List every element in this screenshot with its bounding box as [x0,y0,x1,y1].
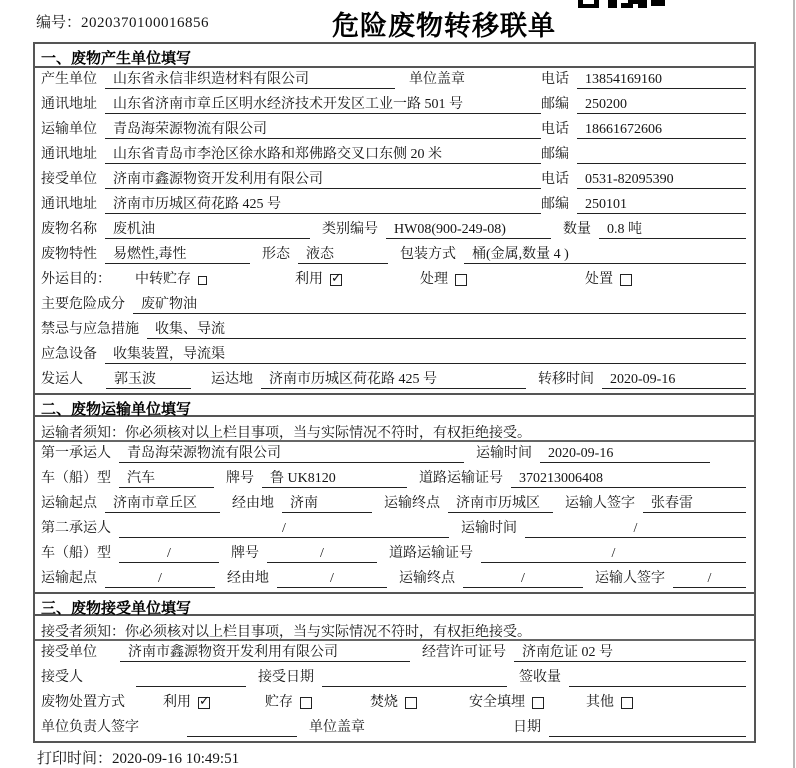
character-value: 易燃性,毒性 [105,246,250,264]
disposal-option-incinerate: 焚烧 [370,691,417,712]
row-producer-address [35,93,754,118]
address-label: 通讯地址 [41,147,97,162]
accept-date-label: 接受日期 [258,670,314,685]
disposal-option-landfill: 安全填埋 [469,691,544,712]
transport-time-value: 2020-09-16 [540,445,710,463]
checkbox-treat [455,274,467,286]
transporter-zip-group [541,143,746,164]
vehicle-type-label: 车（船）型 [41,546,111,561]
phone-label: 电话 [541,122,569,137]
address-label: 通讯地址 [41,97,97,112]
serial-value: 2020370100016856 [81,15,210,31]
transporter-label: 运输单位 [41,122,97,137]
row-producer [35,68,754,93]
form-label: 形态 [262,247,290,262]
row-hazard-component [35,293,754,318]
route-start-label: 运输起点 [41,571,97,586]
producer-value: 山东省永信非织造材料有限公司 [105,71,395,89]
page-title: 危险废物转移联单 [332,11,556,41]
row-transporter [35,118,754,143]
taboo-value: 收集、导流 [147,321,746,339]
packing-value: 桶(金属,数量 4 ) [464,246,746,264]
acceptor-label: 接受人 [41,670,83,685]
transport-time-label: 运输时间 [461,521,517,536]
disposal-option-utilize: 利用 ✓ [163,691,210,712]
transporter-zip-value [577,146,746,164]
section1-header: 一、废物产生单位填写 [35,44,754,68]
row-waste-character [35,243,754,268]
carrier-sign-label: 运输人签字 [565,496,635,511]
serial-number-line [36,11,209,32]
road-license-value: 370213006408 [511,470,746,488]
signed-amount-value [569,669,746,687]
print-time-value: 2020-09-16 10:49:51 [112,751,240,767]
via-label: 经由地 [227,571,269,586]
row-receiver [35,168,754,193]
row-route-2 [35,567,754,592]
receiver-phone-group [541,168,746,189]
producer-label: 产生单位 [41,72,97,87]
section2-header: 二、废物运输单位填写 [35,393,754,417]
carrier-sign-value-2: / [673,570,746,588]
row-waste-name [35,218,754,243]
row-vehicle-2 [35,542,754,567]
row-taboo-measures [35,318,754,343]
row-route-1 [35,492,754,517]
row-receiver-address [35,193,754,218]
receiver-value: 济南市鑫源物资开发利用有限公司 [105,171,541,189]
section2-notice: 运输者须知：你必须核对以上栏目事项，当与实际情况不符时，有权拒绝接受。 [35,417,754,442]
transporter-address-value: 山东省青岛市李沧区徐水路和郑佛路交叉口东侧 20 米 [105,146,541,164]
via-value-2: / [277,570,387,588]
carrier-sign-value: 张春雷 [643,495,746,513]
date-value [549,719,746,737]
row-transfer-purpose [35,268,754,293]
producer-address-value: 山东省济南市章丘区明水经济技术开发区工业一路 501 号 [105,96,541,114]
checkbox-disposal-utilize [198,697,210,709]
via-label: 经由地 [232,496,274,511]
second-carrier-label: 第二承运人 [41,521,111,536]
row-dispatcher [35,368,754,393]
accept-date-value [322,669,507,687]
checkbox-disposal-landfill [532,697,544,709]
hazard-value: 废矿物油 [133,296,746,314]
transfer-time-label: 转移时间 [538,372,594,387]
dispatcher-label: 发运人 [41,372,83,387]
checkbox-disposal-other [621,697,633,709]
second-carrier-value: / [119,520,449,538]
receiver-zip-value: 250101 [577,196,746,214]
disposal-option-storage: 贮存 [265,691,312,712]
checkbox-dispose [620,274,632,286]
zip-label: 邮编 [541,147,569,162]
address-label: 通讯地址 [41,197,97,212]
transport-time-label: 运输时间 [476,446,532,461]
responsible-sign-label: 单位负责人签字 [41,720,139,735]
producer-phone-value: 13854169160 [577,71,746,89]
row-signoff [35,716,754,741]
route-start-label: 运输起点 [41,496,97,511]
purpose-option-utilize: 利用 ✓ [295,268,342,289]
checkbox-disposal-storage [300,697,312,709]
zip-label: 邮编 [541,197,569,212]
serial-label: 编号： [36,15,82,31]
print-time-label: 打印时间： [37,751,113,767]
first-carrier-label: 第一承运人 [41,446,111,461]
via-value: 济南 [282,495,372,513]
row-disposal-method [35,691,754,716]
purpose-option-transfer-storage: 中转贮存 [135,268,207,289]
zip-label: 邮编 [541,97,569,112]
quantity-value: 0.8 吨 [599,221,746,239]
vehicle-type-value-2: / [119,545,219,563]
transporter-phone-value: 18661672606 [577,121,746,139]
destination-label: 运达地 [211,372,253,387]
signed-amount-label: 签收量 [519,670,561,685]
accept-unit-label: 接受单位 [41,645,97,660]
responsible-sign-value [187,719,297,737]
packing-label: 包装方式 [400,247,456,262]
route-start-value: 济南市章丘区 [105,495,220,513]
producer-phone-group [541,68,746,89]
transporter-value: 青岛海荣源物流有限公司 [105,121,541,139]
producer-zip-value: 250200 [577,96,746,114]
phone-label: 电话 [541,72,569,87]
unit-seal-label: 单位盖章 [309,720,365,735]
operating-license-value: 济南危证 02 号 [514,644,746,662]
transporter-phone-group [541,118,746,139]
row-first-carrier [35,442,754,467]
purpose-option-treat: 处理 [420,268,467,289]
route-end-label: 运输终点 [399,571,455,586]
vehicle-type-label: 车（船）型 [41,471,111,486]
receiver-phone-value: 0531-82095390 [577,171,746,189]
qr-code-fragment [578,0,670,9]
road-license-label: 道路运输证号 [389,546,473,561]
equipment-label: 应急设备 [41,347,97,362]
hazard-label: 主要危险成分 [41,297,125,312]
disposal-option-other: 其他 [586,691,633,712]
receiver-zip-group [541,193,746,214]
plate-value: 鲁 UK8120 [262,470,407,488]
row-emergency-equipment [35,343,754,368]
row-acceptance [35,666,754,691]
checkbox-utilize [330,274,342,286]
section3-notice: 接受者须知：你必须核对以上栏目事项，当与实际情况不符时，有权拒绝接受。 [35,616,754,641]
accept-unit-value: 济南市鑫源物资开发利用有限公司 [120,644,410,662]
quantity-label: 数量 [563,222,591,237]
producer-zip-group [541,93,746,114]
waste-name-value: 废机油 [105,221,310,239]
operating-license-label: 经营许可证号 [422,645,506,660]
equipment-value: 收集装置，导流渠 [105,346,746,364]
transfer-form [33,42,756,743]
row-accept-unit [35,641,754,666]
print-time-line [37,747,239,768]
receiver-label: 接受单位 [41,172,97,187]
checkbox-transfer-storage [198,276,207,285]
phone-label: 电话 [541,172,569,187]
plate-label: 牌号 [231,546,259,561]
road-license-value-2: / [481,545,746,563]
transport-time-value-2: / [525,520,746,538]
plate-label: 牌号 [226,471,254,486]
purpose-option-dispose: 处置 [585,268,632,289]
category-value: HW08(900-249-08) [386,221,551,239]
category-label: 类别编号 [322,222,378,237]
disposal-method-label: 废物处置方式 [41,695,125,710]
row-vehicle-1 [35,467,754,492]
first-carrier-value: 青岛海荣源物流有限公司 [119,445,464,463]
receiver-address-value: 济南市历城区荷花路 425 号 [105,196,541,214]
dispatcher-value: 郭玉波 [106,371,191,389]
route-start-value-2: / [105,570,215,588]
transfer-time-value: 2020-09-16 [602,371,746,389]
row-second-carrier [35,517,754,542]
purpose-label: 外运目的： [41,272,111,287]
destination-value: 济南市历城区荷花路 425 号 [261,371,526,389]
form-value: 液态 [298,246,388,264]
row-transporter-address [35,143,754,168]
page-edge-line [793,0,795,768]
plate-value-2: / [267,545,377,563]
carrier-sign-label: 运输人签字 [595,571,665,586]
waste-name-label: 废物名称 [41,222,97,237]
taboo-label: 禁忌与应急措施 [41,322,139,337]
road-license-label: 道路运输证号 [419,471,503,486]
section3-header: 三、废物接受单位填写 [35,592,754,616]
seal-label: 单位盖章 [409,72,465,87]
checkbox-disposal-incinerate [405,697,417,709]
vehicle-type-value: 汽车 [119,470,214,488]
route-end-value: 济南市历城区 [448,495,553,513]
date-label: 日期 [513,720,541,735]
character-label: 废物特性 [41,247,97,262]
route-end-value-2: / [463,570,583,588]
route-end-label: 运输终点 [384,496,440,511]
acceptor-value [136,669,246,687]
